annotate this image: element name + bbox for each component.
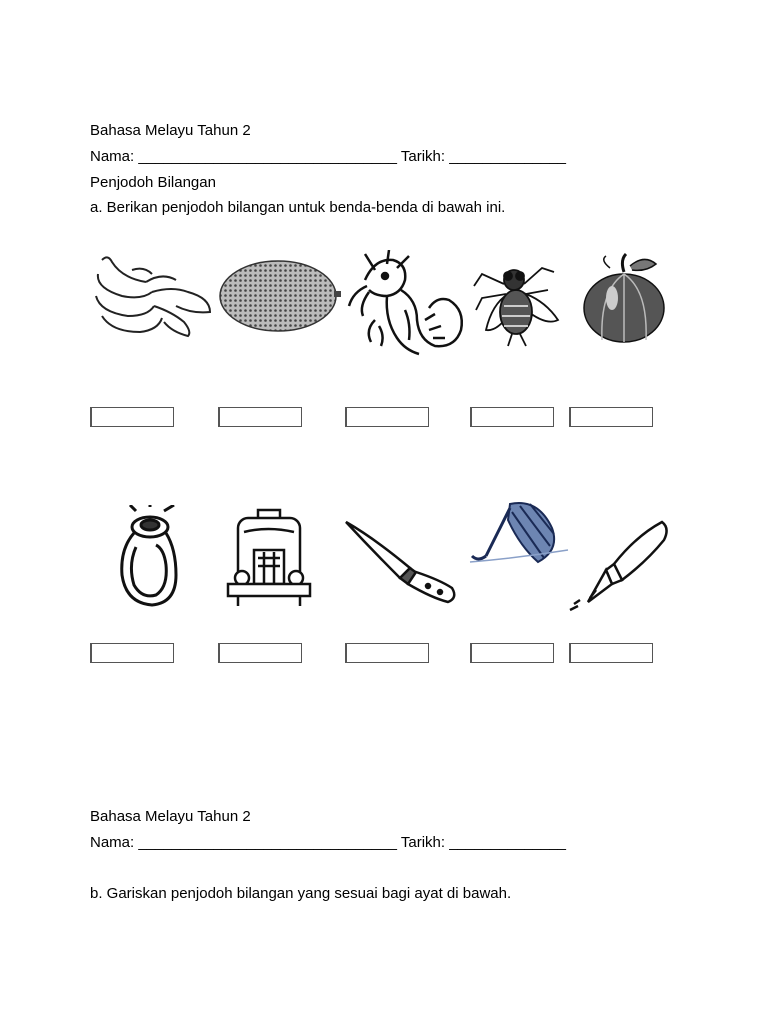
dragon-icon xyxy=(345,250,467,362)
name-date-line: Nama: _______________________________ Tarikh: ______________ xyxy=(90,148,566,165)
answer-box-7[interactable] xyxy=(218,643,302,663)
banana-icon xyxy=(92,252,214,340)
answer-box-4[interactable] xyxy=(470,407,554,427)
fly-icon xyxy=(472,254,564,350)
answer-box-2[interactable] xyxy=(218,407,302,427)
answer-box-6[interactable] xyxy=(90,643,174,663)
pumpkin-icon xyxy=(580,250,672,348)
answer-box-3[interactable] xyxy=(345,407,429,427)
topic-title: Penjodoh Bilangan xyxy=(90,174,216,191)
jackfruit-icon xyxy=(218,258,342,334)
bus-icon xyxy=(224,508,314,610)
pen-icon xyxy=(566,518,670,616)
name-date-line-b: Nama: _______________________________ Tarikh: ______________ xyxy=(90,834,566,851)
answer-box-10[interactable] xyxy=(569,643,653,663)
answer-box-8[interactable] xyxy=(345,643,429,663)
answer-box-9[interactable] xyxy=(470,643,554,663)
ring-icon xyxy=(114,505,190,609)
instruction-b: b. Gariskan penjodoh bilangan yang sesuai bagi ayat di bawah. xyxy=(90,885,512,902)
answer-box-5[interactable] xyxy=(569,407,653,427)
subject-title: Bahasa Melayu Tahun 2 xyxy=(90,122,251,139)
subject-title-b: Bahasa Melayu Tahun 2 xyxy=(90,808,251,825)
instruction-a: a. Berikan penjodoh bilangan untuk benda-benda di bawah ini. xyxy=(90,199,506,216)
answer-box-1[interactable] xyxy=(90,407,174,427)
umbrella-icon xyxy=(468,498,572,576)
knife-icon xyxy=(344,518,458,604)
